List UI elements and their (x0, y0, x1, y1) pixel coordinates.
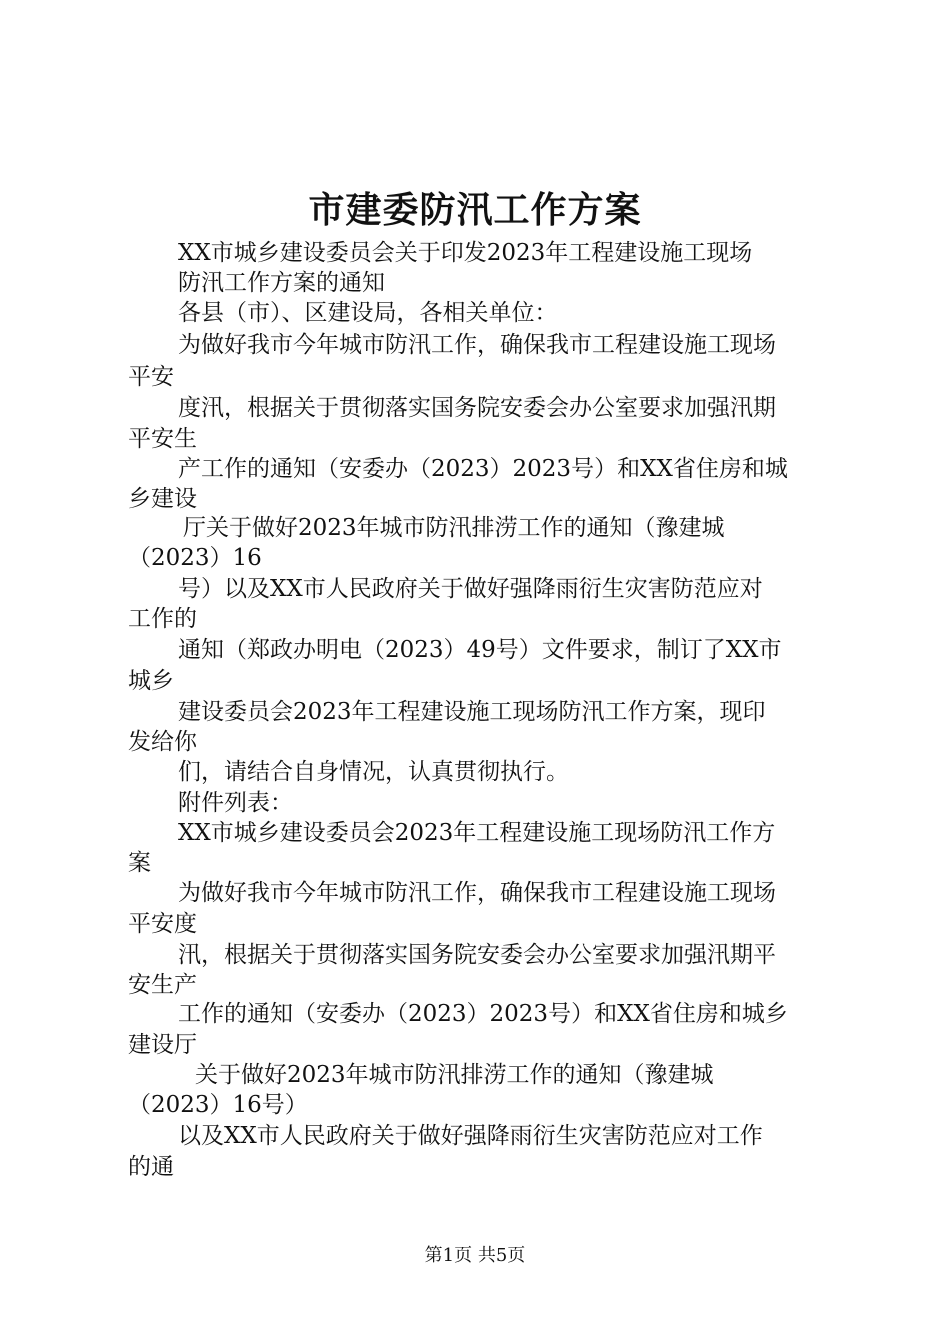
text-line: 们，请结合自身情况，认真贯彻执行。 (178, 759, 569, 785)
text-line: 工作的 (128, 606, 197, 632)
text-line: XX市城乡建设委员会关于印发2023年工程建设施工现场 (178, 240, 753, 266)
document-title: 市建委防汛工作方案 (308, 189, 642, 231)
text-line: （2023）16 (128, 545, 262, 571)
text-line: 平安 (128, 364, 174, 390)
text-line: 的通 (128, 1154, 174, 1180)
text-line: 附件列表： (178, 790, 293, 816)
text-line: （2023）16号） (128, 1092, 308, 1118)
text-line: 为做好我市今年城市防汛工作，确保我市工程建设施工现场 (178, 880, 776, 906)
text-line: 厅关于做好2023年城市防汛排涝工作的通知（豫建城 (183, 515, 725, 541)
text-line: 建设厅 (128, 1032, 197, 1058)
text-line: 防汛工作方案的通知 (178, 270, 385, 296)
text-line: 各县（市）、区建设局，各相关单位： (178, 300, 558, 326)
text-line: 平安生 (128, 426, 197, 452)
text-line: 关于做好2023年城市防汛排涝工作的通知（豫建城 (195, 1062, 714, 1088)
text-line: 平安度 (128, 911, 197, 937)
text-line: 度汛，根据关于贯彻落实国务院安委会办公室要求加强汛期 (178, 395, 776, 421)
text-line: 乡建设 (128, 486, 197, 512)
text-line: 号）以及XX市人民政府关于做好强降雨衍生灾害防范应对 (178, 576, 763, 602)
text-line: 发给你 (128, 729, 197, 755)
text-line: 为做好我市今年城市防汛工作，确保我市工程建设施工现场 (178, 332, 776, 358)
text-line: 工作的通知（安委办（2023）2023号）和XX省住房和城乡 (178, 1001, 788, 1027)
page-footer: 第1页 共5页 (424, 1245, 526, 1266)
text-line: 案 (128, 850, 151, 876)
text-line: XX市城乡建设委员会2023年工程建设施工现场防汛工作方 (178, 820, 776, 846)
text-line: 以及XX市人民政府关于做好强降雨衍生灾害防范应对工作 (178, 1123, 763, 1149)
text-line: 汛，根据关于贯彻落实国务院安委会办公室要求加强汛期平 (178, 942, 776, 968)
text-line: 安生产 (128, 972, 197, 998)
text-line: 通知（郑政办明电（2023）49号）文件要求，制订了XX市 (178, 637, 782, 663)
text-line: 产工作的通知（安委办（2023）2023号）和XX省住房和城 (178, 456, 788, 482)
text-line: 城乡 (128, 668, 174, 694)
text-line: 建设委员会2023年工程建设施工现场防汛工作方案，现印 (178, 699, 766, 725)
